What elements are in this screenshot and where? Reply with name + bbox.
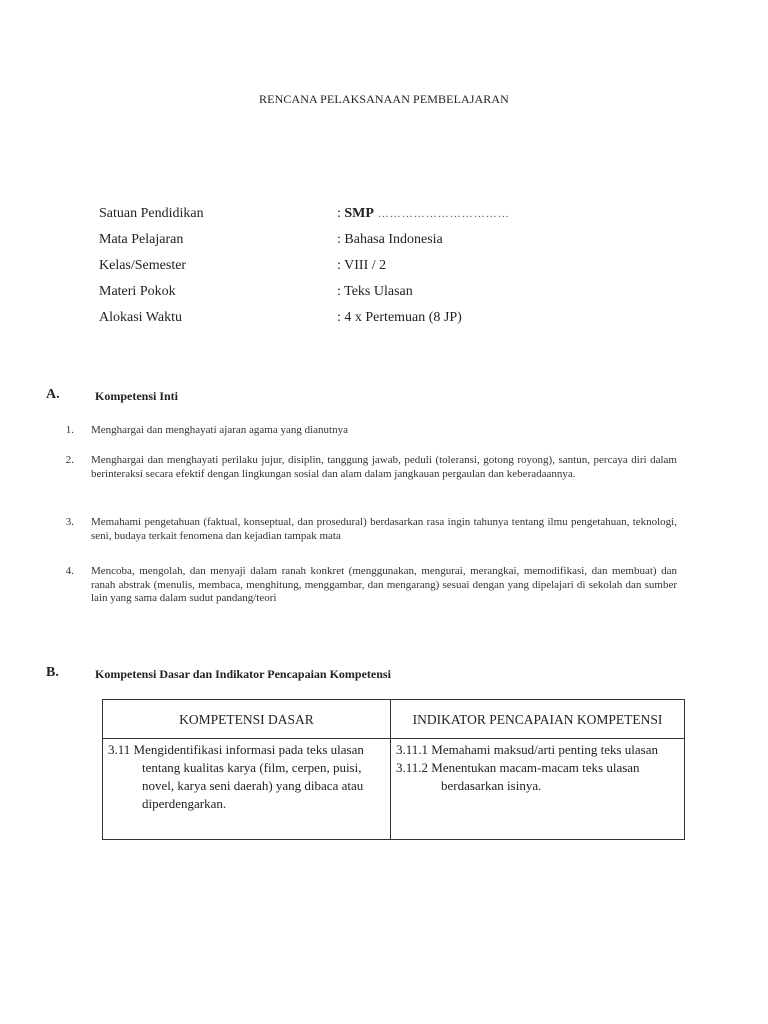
identity-label: Alokasi Waktu xyxy=(99,310,182,325)
kd-cell xyxy=(103,739,391,840)
identity-value: : SMP …………………………… xyxy=(337,206,510,221)
header-kompetensi-dasar: KOMPETENSI DASAR xyxy=(103,700,391,739)
table-row xyxy=(103,739,685,840)
identity-label: Materi Pokok xyxy=(99,284,176,299)
section-a-title: Kompetensi Inti xyxy=(95,389,179,403)
table-header-row xyxy=(103,700,685,739)
ki-number: 2. xyxy=(65,454,74,466)
section-b-letter: B. xyxy=(46,665,59,680)
ki-number: 1. xyxy=(65,424,74,436)
identity-value: : Bahasa Indonesia xyxy=(337,232,443,247)
ki-number: 3. xyxy=(65,516,74,528)
identity-label: Kelas/Semester xyxy=(99,258,187,273)
identity-value: : Teks Ulasan xyxy=(337,284,413,299)
indikator-item: 3.11.2 Menentukan macam-macam teks ulasan berdasarkan isinya. xyxy=(396,760,640,793)
competency-table xyxy=(102,699,685,840)
blank-dots: …………………………… xyxy=(373,208,510,220)
identity-label: Satuan Pendidikan xyxy=(99,206,204,221)
ki-item-text: Memahami pengetahuan (faktual, konseptual, dan prosedural) berdasarkan rasa ingin tahunya tentang ilmu pengetahuan, teknologi, seni, budaya terkait fenomena dan kejadian tampak mata xyxy=(91,516,677,542)
indikator-cell xyxy=(391,739,685,840)
ki-number: 4. xyxy=(65,565,74,577)
identity-label: Mata Pelajaran xyxy=(99,232,184,247)
ki-item-text: Mencoba, mengolah, dan menyaji dalam ranah konkret (menggunakan, mengurai, merangkai, memodifikasi, dan membuat) dan ranah abstrak (menulis, membaca, menghitung, menggambar, dan mengarang) sesuai dengan yang dipelajari di sekolah dan sumber lain yang sama dalam sudut pandang/teori xyxy=(91,565,677,604)
ki-item-text: Menghargai dan menghayati ajaran agama yang dianutnya xyxy=(91,424,348,436)
ki-item-text: Menghargai dan menghayati perilaku jujur, disiplin, tanggung jawab, peduli (toleransi, gotong royong), santun, percaya diri dalam berinteraksi secara efektif dengan lingkungan sosial dan alam dalam jangkauan pergaulan dan keberadaannya. xyxy=(91,454,677,480)
indikator-item: 3.11.1 Memahami maksud/arti penting teks ulasan xyxy=(396,742,658,757)
kd-text: 3.11 Mengidentifikasi informasi pada teks ulasan tentang kualitas karya (film, cerpen, puisi, novel, karya seni daerah) yang dibaca atau diperdengarkan. xyxy=(108,742,364,811)
section-a-letter: A. xyxy=(46,387,60,402)
school-level: SMP xyxy=(344,206,374,221)
section-b-title: Kompetensi Dasar dan Indikator Pencapaian Kompetensi xyxy=(95,667,391,681)
page-title: RENCANA PELAKSANAAN PEMBELAJARAN xyxy=(259,92,509,106)
identity-value: : 4 x Pertemuan (8 JP) xyxy=(337,310,462,325)
header-indikator: INDIKATOR PENCAPAIAN KOMPETENSI xyxy=(391,700,685,739)
identity-value: : VIII / 2 xyxy=(337,258,387,273)
